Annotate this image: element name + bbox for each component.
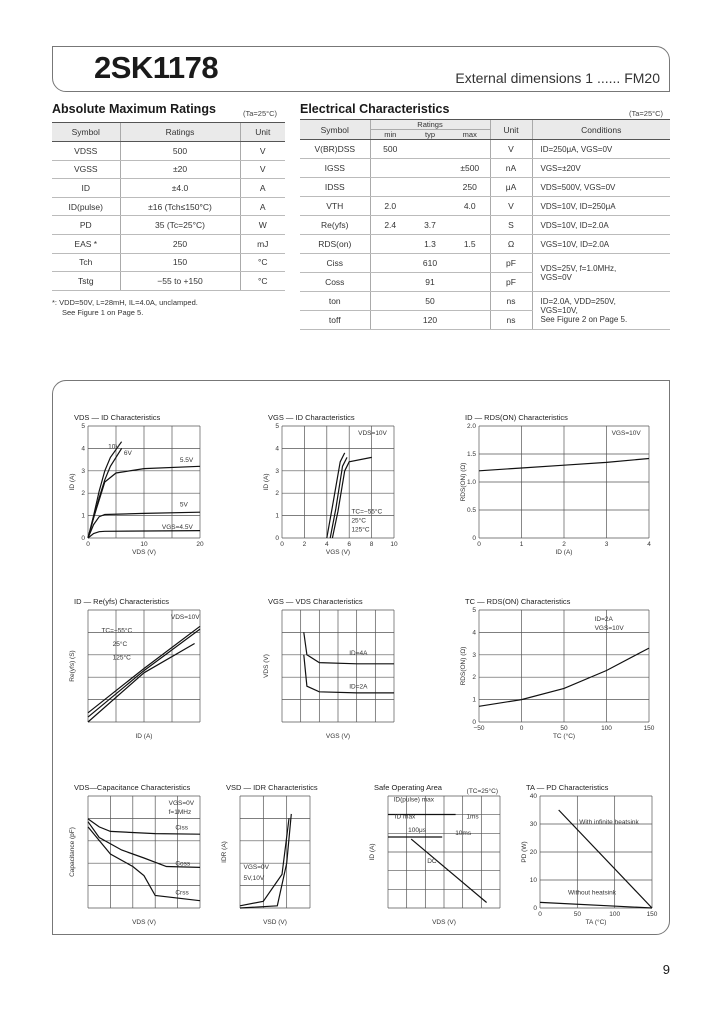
row-min	[370, 273, 410, 292]
row-rating: 500	[120, 142, 240, 161]
series-label: ID=4A	[349, 649, 368, 657]
tick-label: 1	[472, 696, 476, 704]
series-line	[540, 902, 652, 908]
series-label: 25°C	[351, 517, 366, 525]
chart-title: ID — Re(yfs) Characteristics	[74, 597, 170, 606]
tick-label: 0	[472, 719, 476, 726]
table-row	[52, 142, 285, 161]
row-sym: Coss	[300, 273, 370, 292]
table-row	[300, 178, 670, 197]
row-min	[370, 292, 410, 311]
cond-line: See Figure 2 on Page 5.	[540, 315, 628, 324]
row-sym: ton	[300, 292, 370, 311]
chart-title: TA — PD Characteristics	[526, 783, 609, 792]
tick-label: 2	[472, 674, 476, 682]
row-unit: pF	[490, 254, 532, 273]
series-label: TC=−55°C	[351, 508, 383, 516]
series-label: ID=2A	[594, 616, 613, 624]
row-min: 500	[370, 140, 410, 159]
tick-label: 0	[538, 911, 542, 918]
row-sym: VTH	[300, 197, 370, 216]
row-min	[370, 311, 410, 330]
col-typ: typ	[410, 130, 450, 140]
tick-label: 4	[647, 541, 651, 548]
row-unit: V	[240, 160, 285, 179]
series-label: VGS=4.5V	[161, 524, 193, 532]
y-axis-label: ID (A)	[369, 843, 376, 861]
series-label: 5V	[179, 501, 188, 509]
tick-label: 150	[643, 725, 655, 732]
row-cond: VGS=±20V	[532, 159, 670, 178]
row-typ: 610	[410, 254, 450, 273]
tick-label: 1	[519, 541, 524, 548]
row-symbol: Tch	[52, 253, 120, 272]
tick-label: 0	[519, 725, 524, 732]
series-label: 1ms	[466, 813, 479, 821]
row-max	[450, 273, 490, 292]
x-axis-label: VDS (V)	[132, 919, 156, 926]
cond-line: VGS=10V,	[540, 306, 578, 315]
row-rating: ±16 (Tch≤150°C)	[120, 197, 240, 216]
row-typ	[410, 140, 450, 159]
chart-condition: (TC=25°C)	[466, 788, 498, 795]
tick-label: 40	[529, 793, 537, 800]
tick-label: 10	[529, 877, 537, 884]
series-label: DC	[427, 858, 437, 866]
series-label: VDS=10V	[170, 613, 200, 621]
chart-title: Safe Operating Area	[374, 783, 442, 792]
table-row	[300, 292, 670, 311]
abs-max-note	[52, 298, 198, 318]
abs-max-title: Absolute Maximum Ratings	[52, 102, 216, 116]
tick-label: 4	[472, 629, 476, 637]
tick-label: 50	[560, 725, 568, 732]
row-cond: VGS=10V, ID=2.0A	[532, 235, 670, 254]
row-sym: RDS(on)	[300, 235, 370, 254]
x-axis-label: ID (A)	[555, 549, 573, 556]
y-axis-label: Capacitance (pF)	[69, 827, 76, 877]
y-axis-label: Re(yfs) (S)	[69, 650, 76, 682]
tick-label: −50	[473, 725, 485, 732]
series-line	[240, 818, 289, 905]
y-axis-label: RDS(ON) (Ω)	[460, 646, 467, 686]
row-symbol: VGSS	[52, 160, 120, 179]
row-unit: mJ	[240, 234, 285, 253]
col-symbol: Symbol	[300, 120, 370, 140]
row-symbol: Tstg	[52, 272, 120, 291]
col-max: max	[450, 130, 490, 140]
series-label: 25°C	[112, 640, 128, 648]
table-row	[300, 254, 670, 273]
tick-label: 20	[196, 541, 204, 548]
row-rating: −55 to +150	[120, 272, 240, 291]
series-line	[304, 632, 394, 663]
note-line: *: VDD=50V, L=28mH, IL=4.0A, unclamped.	[52, 298, 198, 307]
y-axis-label: ID (A)	[263, 473, 270, 491]
row-max: 1.5	[450, 235, 490, 254]
table-row	[300, 140, 670, 159]
row-cond: VDS=10V, ID=2.0A	[532, 216, 670, 235]
row-unit: V	[240, 142, 285, 161]
table-row	[300, 216, 670, 235]
col-conditions: Conditions	[532, 120, 670, 140]
row-typ: 91	[410, 273, 450, 292]
tick-label: 150	[646, 911, 658, 918]
row-sym: IGSS	[300, 159, 370, 178]
row-max	[450, 311, 490, 330]
row-max	[450, 140, 490, 159]
x-axis-label: VGS (V)	[325, 733, 351, 740]
row-min	[370, 159, 410, 178]
tick-label: 4	[324, 541, 329, 548]
chart-title: VGS — VDS Characteristics	[268, 597, 363, 606]
row-unit: °C	[240, 253, 285, 272]
tick-label: 5	[472, 607, 476, 614]
series-label: Ciss	[175, 824, 189, 832]
x-axis-label: VDS (V)	[432, 919, 456, 926]
row-max	[450, 292, 490, 311]
row-rating: 150	[120, 253, 240, 272]
note-line: See Figure 1 on Page 5.	[62, 308, 144, 317]
row-sym: toff	[300, 311, 370, 330]
abs-max-table	[52, 122, 285, 291]
series-label: 5.5V	[179, 456, 194, 464]
series-label: TC=−55°C	[101, 627, 133, 635]
tick-label: 0	[280, 541, 284, 548]
y-axis-label: IDR (A)	[221, 841, 228, 863]
chart-c8	[221, 796, 310, 926]
chart-c1	[69, 423, 204, 556]
row-unit: nA	[490, 159, 532, 178]
chart-title: VDS — ID Characteristics	[74, 413, 161, 422]
table-row	[52, 197, 285, 216]
row-unit: A	[240, 197, 285, 216]
row-sym: Ciss	[300, 254, 370, 273]
table-row	[52, 234, 285, 253]
x-axis-label: TC (°C)	[552, 733, 576, 740]
series-label: Coss	[175, 860, 191, 868]
tick-label: 0	[533, 905, 537, 912]
series-label: 125°C	[112, 654, 131, 662]
series-label: 10ms	[455, 830, 472, 838]
row-sym: IDSS	[300, 178, 370, 197]
tick-label: 6	[347, 541, 352, 548]
row-typ: 50	[410, 292, 450, 311]
row-min	[370, 235, 410, 254]
tick-label: 4	[81, 445, 85, 453]
series-label: 10V	[108, 443, 120, 451]
row-cond: VDS=10V, ID=250μA	[532, 197, 670, 216]
tick-label: 3	[604, 541, 609, 548]
tick-label: 2	[562, 541, 566, 548]
row-symbol: VDSS	[52, 142, 120, 161]
tick-label: 2	[275, 490, 279, 498]
series-label: VDS=10V	[358, 429, 387, 437]
row-max: 4.0	[450, 197, 490, 216]
y-axis-label: VDS (V)	[263, 654, 270, 678]
chart-c9	[369, 788, 500, 926]
tick-label: 0	[472, 535, 476, 542]
row-symbol: PD	[52, 216, 120, 235]
tick-label: 0	[477, 541, 481, 548]
x-axis-label: TA (°C)	[585, 919, 607, 926]
row-unit: V	[490, 140, 532, 159]
row-unit: pF	[490, 273, 532, 292]
table-row	[52, 179, 285, 198]
col-symbol: Symbol	[52, 123, 120, 142]
chart-c10	[521, 793, 658, 926]
x-axis-label: VSD (V)	[263, 919, 287, 926]
row-cond: VDS=500V, VGS=0V	[532, 178, 670, 197]
chart-c2	[263, 423, 398, 556]
elec-condition: (Ta=25°C)	[629, 109, 664, 118]
row-unit: W	[240, 216, 285, 235]
tick-label: 10	[390, 541, 398, 548]
series-label: Without heatsink	[568, 889, 617, 897]
tick-label: 3	[275, 467, 279, 475]
table-row	[300, 159, 670, 178]
tick-label: 4	[275, 445, 279, 453]
row-typ	[410, 178, 450, 197]
chart-title: ID — RDS(ON) Characteristics	[465, 413, 568, 422]
chart-c3	[460, 423, 651, 556]
col-ratings: Ratings	[370, 120, 490, 130]
series-label: 125°C	[351, 526, 370, 534]
col-unit: Unit	[240, 123, 285, 142]
chart-c4	[69, 610, 200, 740]
row-symbol: EAS *	[52, 234, 120, 253]
page-number: 9	[662, 962, 670, 977]
row-rating: 250	[120, 234, 240, 253]
external-dimensions: External dimensions 1 ...... FM20	[455, 70, 660, 86]
elec-title: Electrical Characteristics	[300, 102, 450, 116]
chart-title: VGS — ID Characteristics	[268, 413, 355, 422]
row-unit: S	[490, 216, 532, 235]
series-label: Crss	[175, 889, 189, 897]
part-number: 2SK1178	[94, 50, 219, 85]
row-cond	[532, 292, 670, 330]
row-unit: μA	[490, 178, 532, 197]
x-axis-label: VGS (V)	[325, 549, 351, 556]
row-sym: V(BR)DSS	[300, 140, 370, 159]
tick-label: 20	[529, 849, 537, 856]
table-row	[52, 272, 285, 291]
row-max	[450, 216, 490, 235]
tick-label: 8	[369, 541, 374, 548]
row-typ: 1.3	[410, 235, 450, 254]
tick-label: 1	[81, 512, 85, 520]
col-min: min	[370, 130, 410, 140]
table-row	[300, 235, 670, 254]
row-rating: 35 (Tc=25°C)	[120, 216, 240, 235]
series-label: VGS=0V	[243, 863, 269, 871]
row-typ: 3.7	[410, 216, 450, 235]
row-unit: °C	[240, 272, 285, 291]
tick-label: 0	[81, 535, 85, 542]
cond-line: ID=2.0A, VDD=250V,	[540, 297, 616, 306]
tick-label: 0	[86, 541, 90, 548]
tick-label: 1.5	[466, 451, 476, 458]
tick-label: 2	[81, 490, 85, 498]
series-label: VGS=10V	[594, 625, 624, 633]
row-min: 2.0	[370, 197, 410, 216]
tick-label: 100	[601, 725, 612, 732]
row-typ: 120	[410, 311, 450, 330]
abs-max-condition: (Ta=25°C)	[243, 109, 278, 118]
series-label: f=1MHz	[168, 808, 192, 816]
row-unit: A	[240, 179, 285, 198]
row-unit: ns	[490, 311, 532, 330]
series-label: 5V,10V	[243, 875, 265, 882]
row-max: ±500	[450, 159, 490, 178]
series-line	[327, 453, 345, 538]
tick-label: 0	[275, 535, 279, 542]
y-axis-label: RDS(ON) (Ω)	[460, 462, 467, 502]
tick-label: 3	[472, 651, 476, 659]
tick-label: 5	[275, 423, 279, 430]
row-min: 2.4	[370, 216, 410, 235]
elec-table	[300, 119, 670, 330]
row-sym: Re(yfs)	[300, 216, 370, 235]
tick-label: 5	[81, 423, 85, 430]
series-label: ID(pulse) max	[393, 796, 435, 804]
chart-title: VDS—Capacitance Characteristics	[74, 783, 191, 792]
col-ratings: Ratings	[120, 123, 240, 142]
table-row	[52, 160, 285, 179]
row-min	[370, 254, 410, 273]
x-axis-label: ID (A)	[135, 733, 153, 740]
chart-title: TC — RDS(ON) Characteristics	[465, 597, 571, 606]
row-cond	[532, 254, 670, 292]
row-symbol: ID(pulse)	[52, 197, 120, 216]
tick-label: 100	[609, 911, 621, 918]
row-unit: V	[490, 197, 532, 216]
x-axis-label: VDS (V)	[132, 549, 156, 556]
cond-line: VGS=0V	[540, 272, 572, 282]
series-line	[88, 644, 195, 723]
table-row	[52, 253, 285, 272]
series-label: ID=2A	[349, 683, 368, 691]
chart-title: VSD — IDR Characteristics	[226, 783, 318, 792]
table-row	[52, 216, 285, 235]
table-row	[300, 197, 670, 216]
row-max: 250	[450, 178, 490, 197]
tick-label: 0.5	[466, 507, 476, 514]
series-label: VGS=10V	[611, 429, 641, 437]
row-symbol: ID	[52, 179, 120, 198]
tick-label: 2.0	[466, 423, 476, 430]
series-label: 6V	[123, 450, 132, 458]
row-typ	[410, 197, 450, 216]
tick-label: 50	[573, 911, 581, 918]
row-rating: ±4.0	[120, 179, 240, 198]
row-min	[370, 178, 410, 197]
col-unit: Unit	[490, 120, 532, 140]
tick-label: 2	[302, 541, 307, 548]
row-rating: ±20	[120, 160, 240, 179]
y-axis-label: PD (W)	[521, 841, 528, 863]
chart-c7	[69, 796, 200, 926]
tick-label: 3	[81, 467, 85, 475]
chart-c6	[460, 607, 655, 740]
row-typ	[410, 159, 450, 178]
row-cond: ID=250μA, VGS=0V	[532, 140, 670, 159]
tick-label: 30	[529, 821, 537, 828]
series-label: ID max	[394, 813, 416, 821]
tick-label: 1	[275, 512, 279, 520]
row-max	[450, 254, 490, 273]
series-label: With infinite heatsink	[579, 819, 639, 826]
tick-label: 10	[140, 541, 148, 548]
row-unit: ns	[490, 292, 532, 311]
tick-label: 1.0	[466, 479, 476, 486]
series-label: VGS=0V	[168, 799, 195, 807]
row-unit: Ω	[490, 235, 532, 254]
cond-line: VDS=25V, f=1.0MHz,	[540, 263, 617, 273]
series-label: 100μs	[408, 826, 427, 834]
chart-c5	[263, 610, 394, 740]
y-axis-label: ID (A)	[69, 473, 76, 491]
